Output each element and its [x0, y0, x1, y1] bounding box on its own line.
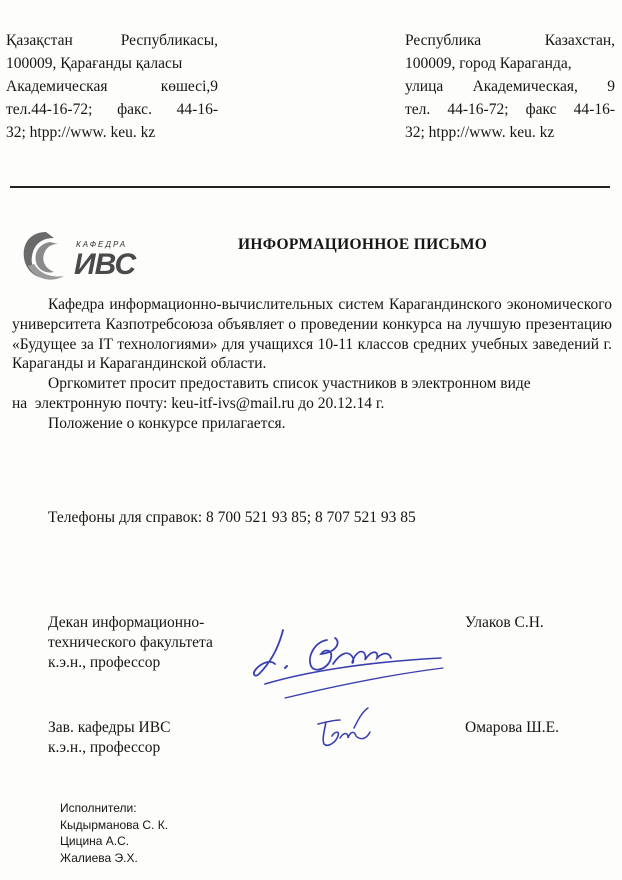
address-line: 100009, Қарағанды қаласы: [6, 55, 183, 72]
header-divider: [10, 186, 610, 188]
body-paragraph-attachment: Положение о конкурсе прилагается.: [48, 414, 286, 432]
body-paragraph-request: [12, 374, 612, 394]
address-line: тел.44-16-72; факс. 44-16-: [6, 101, 218, 118]
department-logo: [20, 228, 150, 286]
header-address-russian: [405, 29, 615, 144]
contact-phones: Телефоны для справок: 8 700 521 93 85; 8 707 521 93 85: [48, 509, 416, 526]
logo-name: ИВС: [74, 248, 136, 281]
address-line: 32; htpp://www. keu. kz: [405, 124, 555, 141]
address-line: Қазақстан Республикасы,: [6, 32, 218, 49]
executors-label: Исполнители:: [60, 801, 137, 815]
logo-swirl-icon: [20, 228, 72, 284]
address-line: улица Академическая, 9: [405, 78, 615, 95]
dean-signature-icon: [245, 612, 445, 702]
head-title-block: [48, 718, 170, 758]
dean-title-line: Декан информационно-: [48, 614, 205, 631]
executor-name: Цицина А.С.: [60, 834, 130, 848]
address-line: 100009, город Караганда,: [405, 55, 572, 72]
letter-title: ИНФОРМАЦИОННОЕ ПИСЬМО: [238, 236, 488, 253]
address-line: Республика Казахстан,: [405, 32, 615, 49]
head-signature-icon: [310, 702, 380, 752]
executor-name: Жалиева Э.Х.: [60, 850, 138, 865]
header-address-kazakh: [6, 29, 218, 144]
logo-caption: КАФЕДРА: [76, 240, 128, 249]
request-line-1: Оргкомитет просит предоставить список участников в электронном виде: [48, 375, 531, 393]
dean-title-line: к.э.н., профессор: [48, 654, 161, 671]
executors-block: [60, 800, 168, 866]
address-line: Академическая көшесі,9: [6, 78, 218, 95]
request-line-2: на электронную почту: keu-itf-ivs@mail.ru до 20.12.14 г.: [12, 394, 385, 412]
letter-body: [12, 295, 612, 434]
address-line: тел. 44-16-72; факс 44-16-: [405, 101, 615, 118]
head-name: Омарова Ш.Е.: [465, 719, 559, 736]
head-title-line: Зав. кафедры ИВС: [48, 719, 171, 736]
dean-name: Улаков С.Н.: [465, 614, 544, 631]
head-title-line: к.э.н., профессор: [48, 739, 161, 756]
executor-name: Кыдырманова С. К.: [60, 817, 169, 832]
dean-title-line: технического факультета: [48, 634, 213, 651]
dean-title-block: [48, 613, 213, 673]
address-line: 32; htpp://www. keu. kz: [6, 124, 156, 141]
body-paragraph-announcement: Кафедра информационно-вычислительных систем Карагандинского экономического университета Казпотребсоюза объявляет о проведении конкурса на лучшую презентацию «Будущее за IT технологиями» для учащихся 10-11 классов средних учебных заведений г. Караганды и Карагандинской области.: [12, 296, 612, 373]
